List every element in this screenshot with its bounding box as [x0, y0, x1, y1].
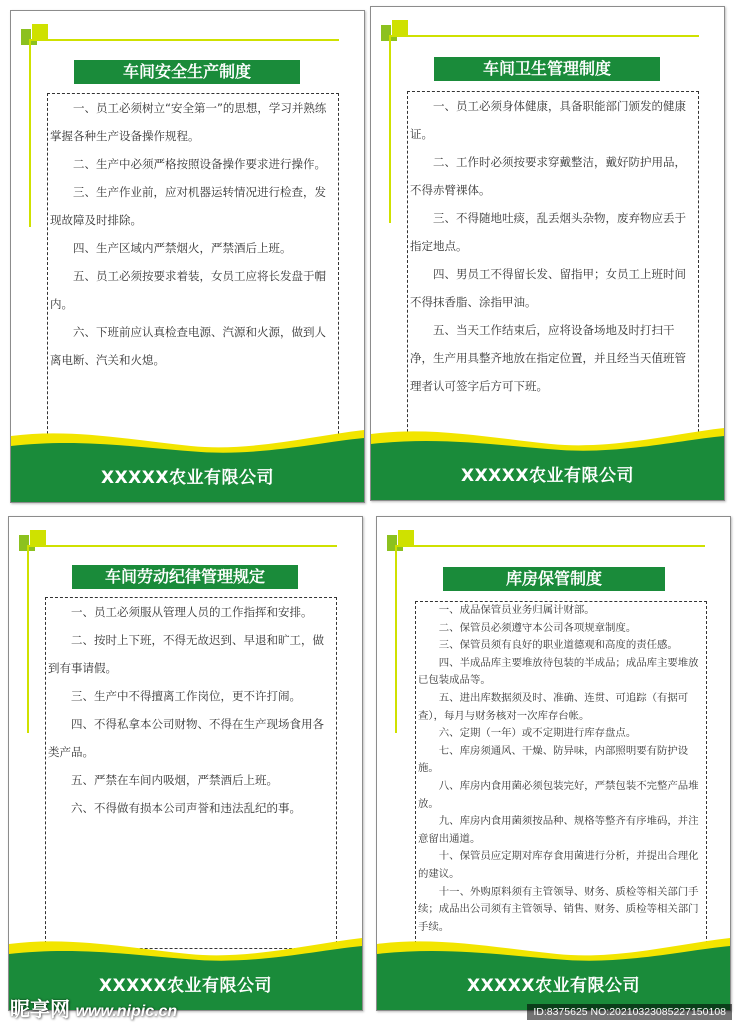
- rule-item: 三、保管员须有良好的职业道德观和高度的责任感。: [438, 639, 678, 652]
- rules-text: [407, 91, 699, 447]
- accent-line-vertical: [29, 39, 31, 227]
- rules-text: [47, 93, 339, 449]
- accent-line-horizontal: [395, 545, 705, 547]
- rule-item: 九、库房内食用菌须按品种、规格等整齐有序堆码，并注意留出通道。: [418, 815, 699, 845]
- company-name: XXXXX农业有限公司: [460, 466, 635, 486]
- footer-wave: [377, 938, 730, 1010]
- rule-item: 二、工作时必须按要求穿戴整洁，戴好防护用品，不得赤臂裸体。: [410, 155, 686, 197]
- footer-wave: [11, 430, 364, 502]
- rule-item: 一、员工必须树立“安全第一”的思想，学习并熟练掌握各种生产设备操作规程。: [50, 101, 327, 143]
- rule-item: 四、不得私拿本公司财物、不得在生产现场食用各类产品。: [48, 717, 324, 759]
- rule-item: 四、生产区域内严禁烟火，严禁酒后上班。: [73, 241, 292, 255]
- rules-text: [45, 597, 337, 949]
- rule-item: 四、男员工不得留长发、留指甲；女员工上班时间不得抹香脂、涂指甲油。: [410, 267, 686, 309]
- board-safety: [10, 10, 365, 503]
- accent-line-horizontal: [27, 545, 337, 547]
- rule-item: 四、半成品库主要堆放待包装的半成品；成品库主要堆放已包装成品等。: [418, 656, 699, 687]
- watermark-site-url: www.nipic.cn: [75, 1003, 178, 1020]
- accent-line-vertical: [27, 545, 29, 733]
- board-title: 车间劳动纪律管理规定: [72, 565, 298, 589]
- rule-item: 五、进出库数据须及时、准确、连贯、可追踪（有据可查），每月与财务核对一次库存台帐。: [418, 691, 689, 722]
- board-discipline: [8, 516, 363, 1011]
- rule-item: 五、员工必须按要求着装，女员工应将长发盘于帽内。: [50, 269, 326, 311]
- rule-item: 十一、外购原料须有主管领导、财务、质检等相关部门手续；成品出公司须有主管领导、销售、财务、质检等相关部门手续。: [418, 885, 699, 933]
- board-title: 车间安全生产制度: [74, 60, 300, 84]
- company-name: XXXXX农业有限公司: [466, 976, 641, 996]
- rule-item: 三、不得随地吐痰，乱丢烟头杂物，废弃物应丢于指定地点。: [410, 211, 686, 253]
- board-hygiene: [370, 6, 725, 501]
- rule-item: 八、库房内食用菌必须包装完好，严禁包装不完整产品堆放。: [418, 779, 699, 810]
- rule-item: 一、员工必须服从管理人员的工作指挥和安排。: [71, 605, 313, 619]
- rule-item: 二、生产中必须严格按照设备操作要求进行操作。: [73, 157, 326, 171]
- board-title: 库房保管制度: [443, 567, 665, 591]
- rule-item: 五、严禁在车间内吸烟，严禁酒后上班。: [71, 773, 278, 787]
- rule-item: 六、定期（一年）或不定期进行库存盘点。: [438, 727, 637, 740]
- rule-item: 六、不得做有损本公司声誉和违法乱纪的事。: [71, 801, 301, 815]
- company-name: XXXXX农业有限公司: [100, 468, 275, 488]
- board-title: 车间卫生管理制度: [434, 57, 660, 81]
- accent-line-horizontal: [29, 39, 339, 41]
- company-name: XXXXX农业有限公司: [98, 976, 273, 996]
- rule-item: 三、生产中不得擅离工作岗位，更不许打闹。: [71, 689, 301, 703]
- watermark-site-name: 昵享网: [10, 999, 70, 1021]
- rule-item: 十、保管员应定期对库存食用菌进行分析，并提出合理化的建议。: [418, 850, 699, 880]
- accent-line-horizontal: [389, 35, 699, 37]
- rule-item: 二、保管员必须遵守本公司各项规章制度。: [438, 621, 637, 634]
- footer-wave: [371, 428, 724, 500]
- watermark-site: [10, 993, 177, 1022]
- board-warehouse: [376, 516, 731, 1011]
- watermark-id: ID:8375625 NO:20210323085227150108: [527, 1004, 732, 1020]
- rule-item: 六、下班前应认真检查电源、汽源和火源，做到人离电断、汽关和火熄。: [50, 325, 326, 367]
- rules-text: [415, 601, 707, 979]
- rule-item: 七、库房须通风、干燥、防异味，内部照明要有防护设施。: [418, 744, 689, 775]
- accent-line-vertical: [389, 35, 391, 223]
- accent-line-vertical: [395, 545, 397, 733]
- rule-item: 五、当天工作结束后，应将设备场地及时打扫干净，生产用具整齐地放在指定位置，并且经当天值班管理者认可签字后方可下班。: [410, 323, 686, 393]
- rule-item: 二、按时上下班，不得无故迟到、早退和旷工，做到有事请假。: [48, 633, 324, 675]
- rule-item: 三、生产作业前，应对机器运转情况进行检查，发现故障及时排除。: [50, 185, 326, 227]
- rule-item: 一、员工必须身体健康，具备职能部门颁发的健康证。: [410, 99, 686, 141]
- rule-item: 一、成品保管员业务归属计财部。: [438, 604, 595, 616]
